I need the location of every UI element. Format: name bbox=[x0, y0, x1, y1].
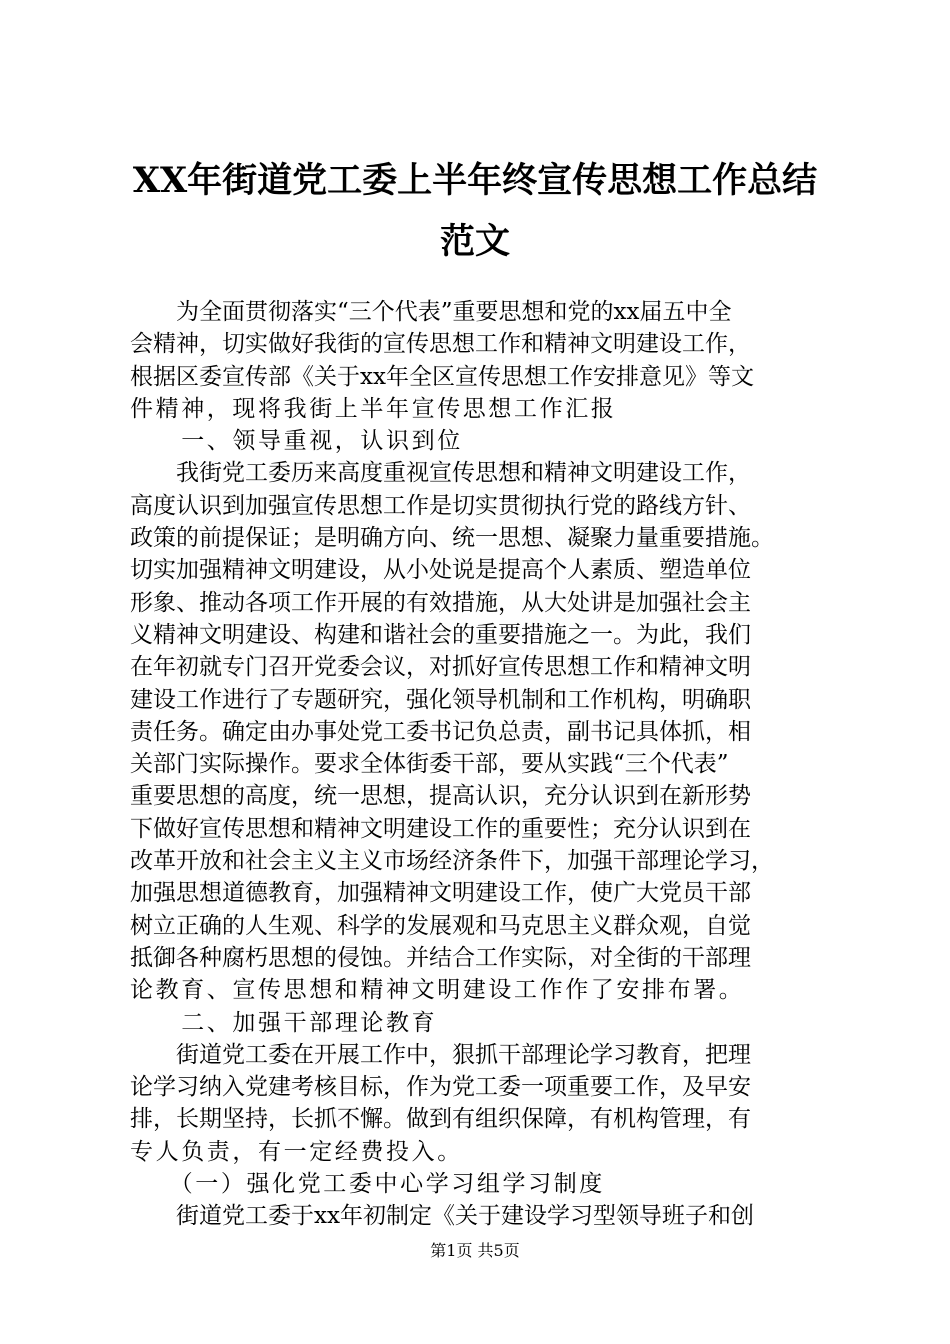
text-line: 建设工作进行了专题研究，强化领导机制和工作机构，明确职 bbox=[130, 686, 751, 713]
text-line: 重要思想的高度，统一思想，提高认识，充分认识到在新形势 bbox=[130, 783, 751, 810]
text-line: 树立正确的人生观、科学的发展观和马克思主义群众观，自觉 bbox=[130, 912, 751, 939]
text-line: 专人负责，有一定经费投入。 bbox=[130, 1138, 463, 1165]
document-title-line-2: 范文 bbox=[439, 221, 510, 262]
text-line: 义精神文明建设、构建和谐社会的重要措施之一。为此，我们 bbox=[130, 621, 751, 648]
text-line: 在年初就专门召开党委会议，对抓好宣传思想工作和精神文明 bbox=[130, 654, 751, 681]
text-line: 关部门实际操作。要求全体街委干部，要从实践“三个代表” bbox=[130, 751, 729, 778]
text-line: 街道党工委在开展工作中，狠抓干部理论学习教育，把理 bbox=[130, 1041, 751, 1068]
text-line: 形象、推动各项工作开展的有效措施，从大处讲是加强社会主 bbox=[130, 589, 751, 616]
text-line: 排，长期坚持，长抓不懈。做到有组织保障，有机构管理，有 bbox=[130, 1106, 751, 1133]
text-line: 二、加强干部理论教育 bbox=[130, 1009, 438, 1036]
text-line: 一、领导重视，认识到位 bbox=[130, 428, 463, 455]
text-line: 论学习纳入党建考核目标，作为党工委一项重要工作，及早安 bbox=[130, 1074, 751, 1101]
page-footer: 第1页 共5页 bbox=[430, 1241, 520, 1260]
text-line: 下做好宣传思想和精神文明建设工作的重要性；充分认识到在 bbox=[130, 815, 751, 842]
text-line: 抵御各种腐朽思想的侵蚀。并结合工作实际，对全街的干部理 bbox=[130, 944, 751, 971]
text-line: 高度认识到加强宣传思想工作是切实贯彻执行党的路线方针、 bbox=[130, 492, 751, 519]
text-line: 责任务。确定由办事处党工委书记负总责，副书记具体抓，相 bbox=[130, 718, 751, 745]
text-line: 会精神，切实做好我街的宣传思想工作和精神文明建设工作， bbox=[130, 331, 751, 358]
text-line: 切实加强精神文明建设，从小处说是提高个人素质、塑造单位 bbox=[130, 557, 751, 584]
text-line: 我街党工委历来高度重视宣传思想和精神文明建设工作， bbox=[130, 460, 751, 487]
text-line: 政策的前提保证；是明确方向、统一思想、凝聚力量重要措施。 bbox=[130, 525, 774, 552]
text-line: 改革开放和社会主义主义市场经济条件下，加强干部理论学习， bbox=[130, 848, 774, 875]
text-line: 件精神，现将我街上半年宣传思想工作汇报 bbox=[130, 395, 617, 422]
text-line: 为全面贯彻落实“三个代表”重要思想和党的xx届五中全 bbox=[130, 299, 732, 325]
text-line: （一）强化党工委中心学习组学习制度 bbox=[130, 1171, 605, 1198]
text-line: 论教育、宣传思想和精神文明建设工作作了安排布署。 bbox=[130, 977, 745, 1004]
text-line: 街道党工委于xx年初制定《关于建设学习型领导班子和创 bbox=[130, 1203, 754, 1230]
document-title-line-1: XX年街道党工委上半年终宣传思想工作总结 bbox=[132, 160, 818, 201]
text-line: 加强思想道德教育，加强精神文明建设工作，使广大党员干部 bbox=[130, 880, 751, 907]
text-line: 根据区委宣传部《关于xx年全区宣传思想工作安排意见》等文 bbox=[130, 363, 754, 390]
document-body bbox=[130, 296, 830, 1233]
